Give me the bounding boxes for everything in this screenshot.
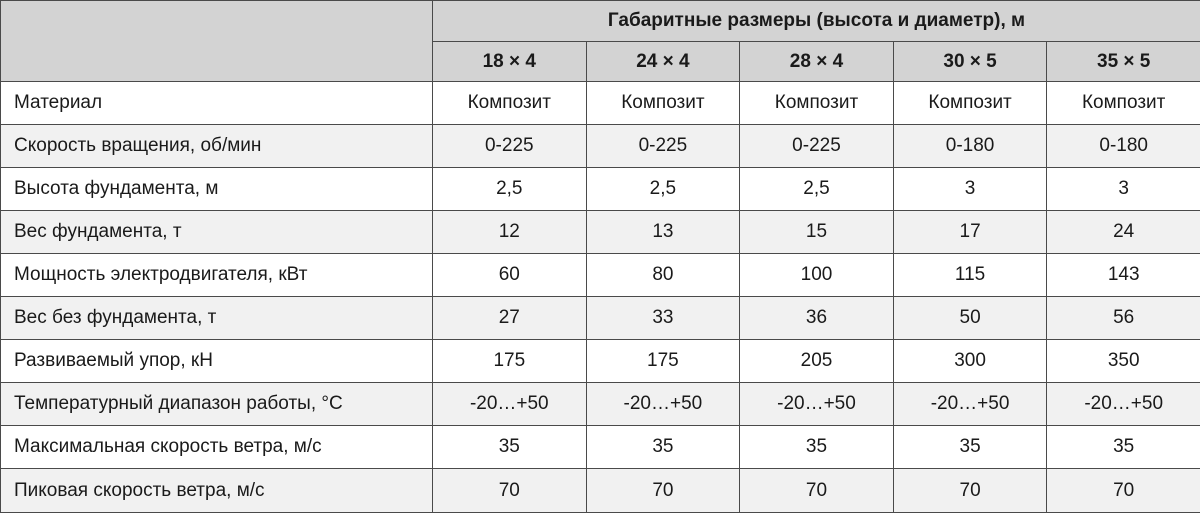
table-cell: 70 xyxy=(433,469,587,513)
table-cell: 13 xyxy=(586,211,740,254)
table-cell: -20…+50 xyxy=(740,383,894,426)
table-cell: 80 xyxy=(586,254,740,297)
table-cell: 15 xyxy=(740,211,894,254)
row-label: Материал xyxy=(1,82,433,125)
table-cell: 2,5 xyxy=(586,168,740,211)
table-cell: Композит xyxy=(740,82,894,125)
table-cell: 143 xyxy=(1047,254,1200,297)
table-cell: 0-225 xyxy=(740,125,894,168)
table-row xyxy=(1,168,1200,211)
table-cell: Композит xyxy=(893,82,1047,125)
table-cell: Композит xyxy=(1047,82,1200,125)
table-cell: -20…+50 xyxy=(586,383,740,426)
row-label: Вес фундамента, т xyxy=(1,211,433,254)
table-cell: 36 xyxy=(740,297,894,340)
row-label: Пиковая скорость ветра, м/с xyxy=(1,469,433,513)
column-header: 35 × 5 xyxy=(1047,42,1200,82)
table-row xyxy=(1,383,1200,426)
table-cell: 50 xyxy=(893,297,1047,340)
table-row xyxy=(1,254,1200,297)
row-label: Развиваемый упор, кН xyxy=(1,340,433,383)
column-header: 18 × 4 xyxy=(433,42,587,82)
column-header: 28 × 4 xyxy=(740,42,894,82)
table-cell: 56 xyxy=(1047,297,1200,340)
table-cell: 70 xyxy=(586,469,740,513)
table-cell: 2,5 xyxy=(433,168,587,211)
table-cell: 35 xyxy=(1047,426,1200,469)
table-row xyxy=(1,125,1200,168)
table-cell: 35 xyxy=(740,426,894,469)
table-cell: 70 xyxy=(740,469,894,513)
table-cell: 0-225 xyxy=(586,125,740,168)
table-cell: 3 xyxy=(893,168,1047,211)
row-label: Мощность электродвигателя, кВт xyxy=(1,254,433,297)
table-cell: 35 xyxy=(893,426,1047,469)
table-cell: 3 xyxy=(1047,168,1200,211)
table-cell: 70 xyxy=(1047,469,1200,513)
table-cell: 70 xyxy=(893,469,1047,513)
table-cell: Композит xyxy=(433,82,587,125)
table-row xyxy=(1,297,1200,340)
table-cell: 2,5 xyxy=(740,168,894,211)
table-cell: 350 xyxy=(1047,340,1200,383)
table-row xyxy=(1,211,1200,254)
table-cell: 35 xyxy=(433,426,587,469)
table-cell: 0-180 xyxy=(1047,125,1200,168)
row-label: Максимальная скорость ветра, м/с xyxy=(1,426,433,469)
row-label: Скорость вращения, об/мин xyxy=(1,125,433,168)
table-cell: -20…+50 xyxy=(1047,383,1200,426)
table-cell: Композит xyxy=(586,82,740,125)
corner-cell xyxy=(1,1,433,82)
table-cell: -20…+50 xyxy=(433,383,587,426)
table-cell: 33 xyxy=(586,297,740,340)
table-cell: 27 xyxy=(433,297,587,340)
column-header: 30 × 5 xyxy=(893,42,1047,82)
row-label: Вес без фундамента, т xyxy=(1,297,433,340)
row-label: Высота фундамента, м xyxy=(1,168,433,211)
table-cell: -20…+50 xyxy=(893,383,1047,426)
table-cell: 0-180 xyxy=(893,125,1047,168)
table-cell: 300 xyxy=(893,340,1047,383)
table-row xyxy=(1,82,1200,125)
table-cell: 100 xyxy=(740,254,894,297)
table-cell: 35 xyxy=(586,426,740,469)
table-cell: 17 xyxy=(893,211,1047,254)
table-cell: 0-225 xyxy=(433,125,587,168)
table-cell: 175 xyxy=(586,340,740,383)
table-cell: 115 xyxy=(893,254,1047,297)
table-cell: 205 xyxy=(740,340,894,383)
group-header: Габаритные размеры (высота и диаметр), м xyxy=(433,1,1200,42)
table-cell: 12 xyxy=(433,211,587,254)
table-cell: 60 xyxy=(433,254,587,297)
table-cell: 175 xyxy=(433,340,587,383)
row-label: Температурный диапазон работы, °С xyxy=(1,383,433,426)
table-row xyxy=(1,426,1200,469)
column-header: 24 × 4 xyxy=(586,42,740,82)
table-row xyxy=(1,340,1200,383)
table-cell: 24 xyxy=(1047,211,1200,254)
